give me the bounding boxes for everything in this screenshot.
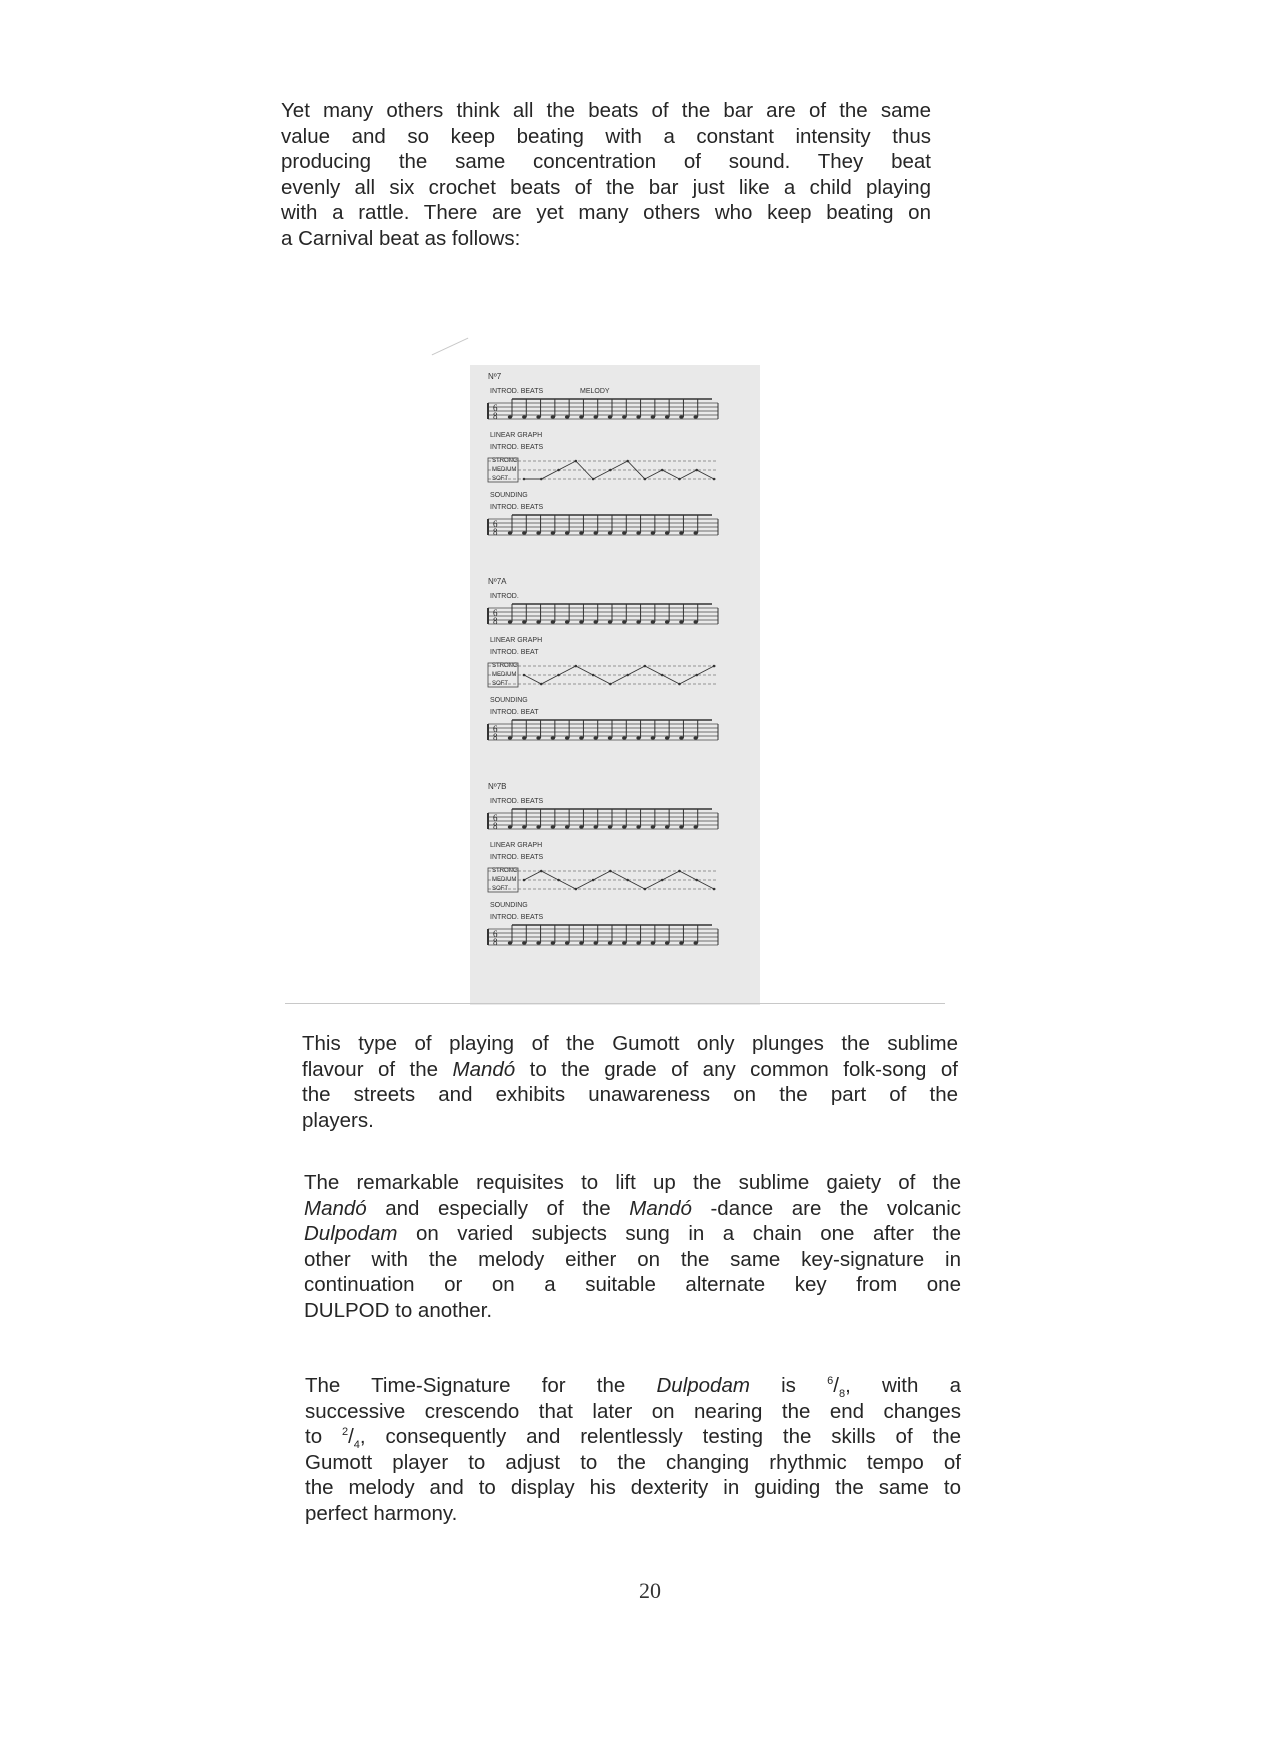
text-run: -dance are the volcanic: [691, 1196, 961, 1220]
note-head: [579, 941, 583, 944]
note-head: [579, 825, 583, 828]
staff: [488, 809, 718, 831]
paragraph-carnival-beat: [281, 98, 931, 251]
note-head: [622, 941, 626, 944]
note-head: [608, 825, 612, 828]
note-head: [551, 825, 555, 828]
note-head: [536, 736, 540, 739]
label-soft: SOFT: [492, 476, 508, 482]
label-medium: MEDIUM: [492, 672, 517, 678]
staff: [488, 515, 718, 537]
note-head: [622, 531, 626, 534]
figure-svg: [470, 365, 760, 1005]
time-signature-denominator: 8: [493, 411, 498, 421]
paragraph-time-signature: [305, 1373, 961, 1526]
time-sig-denominator: 8: [838, 1388, 846, 1401]
note-head: [551, 620, 555, 623]
note-head: [551, 415, 555, 418]
text-line: the streets and exhibits unawareness on the part of the: [302, 1083, 958, 1106]
note-head: [536, 825, 540, 828]
note-head: [551, 531, 555, 534]
text-line: players.: [302, 1108, 374, 1132]
note-head: [565, 531, 569, 534]
note-head: [651, 825, 655, 828]
text-line: a Carnival beat as follows:: [281, 226, 521, 250]
text-line: continuation or on a suitable alternate key from one: [304, 1273, 961, 1296]
note-head: [594, 415, 598, 418]
label-intro-beats: INTROD. BEAT: [490, 709, 539, 716]
note-head: [622, 825, 626, 828]
note-head: [665, 941, 669, 944]
staff: [488, 399, 718, 421]
label-soft: SOFT: [492, 886, 508, 892]
time-signature-numerator: 6: [493, 929, 498, 939]
paragraph-folk-song: [302, 1031, 958, 1133]
note-head: [679, 825, 683, 828]
figure-bottom-rule: [285, 1003, 945, 1004]
note-head: [594, 736, 598, 739]
note-head: [608, 620, 612, 623]
note-head: [579, 415, 583, 418]
text-run: to the grade of any common folk-song of: [515, 1057, 959, 1081]
note-head: [679, 620, 683, 623]
note-head: [522, 415, 526, 418]
time-signature-numerator: 6: [493, 724, 498, 734]
text-run: to: [305, 1425, 342, 1448]
note-head: [579, 736, 583, 739]
note-head: [508, 415, 512, 418]
staff: [488, 720, 718, 742]
note-head: [579, 620, 583, 623]
note-head: [651, 736, 655, 739]
note-head: [679, 736, 683, 739]
note-head: [579, 531, 583, 534]
text-line: The remarkable requisites to lift up the sublime gaiety of the: [304, 1171, 961, 1194]
note-head: [622, 415, 626, 418]
time-signature-denominator: 8: [493, 732, 498, 742]
label-intro-beats: INTROD. BEATS: [490, 504, 544, 511]
note-head: [594, 620, 598, 623]
note-head: [536, 620, 540, 623]
label-soft: SOFT: [492, 681, 508, 687]
example-number: Nº7B: [488, 782, 507, 791]
note-head: [636, 941, 640, 944]
label-sounding: SOUNDING: [490, 697, 528, 704]
text-line: the melody and to display his dexterity in guiding the same to: [305, 1476, 961, 1499]
note-head: [665, 620, 669, 623]
term-mando: Mandó: [304, 1196, 367, 1220]
time-sig-slash: /: [348, 1425, 354, 1448]
note-head: [594, 825, 598, 828]
note-head: [565, 620, 569, 623]
staff: [488, 604, 718, 626]
label-linear-graph: LINEAR GRAPH: [490, 432, 543, 439]
linear-graph: [488, 458, 718, 482]
note-head: [679, 941, 683, 944]
note-head: [508, 736, 512, 739]
time-signature-denominator: 8: [493, 821, 498, 831]
text-run: on varied subjects sung in a chain one after the: [397, 1222, 961, 1245]
note-head: [694, 736, 698, 739]
time-signature-denominator: 8: [493, 937, 498, 947]
note-head: [565, 736, 569, 739]
text-run: , with a: [845, 1374, 961, 1397]
text-line: successive crescendo that later on nearing the end changes: [305, 1399, 961, 1423]
note-head: [679, 415, 683, 418]
text-line: with a rattle. There are yet many others who keep beating on: [281, 201, 931, 224]
label-medium: MEDIUM: [492, 877, 517, 883]
note-head: [636, 531, 640, 534]
example-number: Nº7A: [488, 577, 507, 586]
label-strong: STRONG: [492, 868, 518, 874]
note-head: [522, 825, 526, 828]
note-head: [565, 825, 569, 828]
note-head: [594, 531, 598, 534]
note-head: [508, 531, 512, 534]
note-head: [608, 531, 612, 534]
label-medium: MEDIUM: [492, 467, 517, 473]
note-head: [522, 531, 526, 534]
note-head: [536, 415, 540, 418]
label-melody: MELODY: [580, 388, 610, 395]
label-intro-beats: INTROD. BEATS: [490, 798, 544, 805]
time-signature-numerator: 6: [493, 519, 498, 529]
note-head: [522, 736, 526, 739]
text-run: , consequently and relentlessly testing the skills of the: [359, 1425, 961, 1448]
label-intro-beats: INTROD. BEAT: [490, 649, 539, 656]
text-run: flavour of the: [302, 1057, 453, 1081]
note-head: [651, 941, 655, 944]
note-head: [651, 531, 655, 534]
text-line: producing the same concentration of sound. They beat: [281, 150, 931, 173]
figure-top-rule: [432, 338, 469, 356]
label-sounding: SOUNDING: [490, 902, 528, 909]
time-signature-numerator: 6: [493, 608, 498, 618]
time-signature-denominator: 8: [493, 616, 498, 626]
note-head: [651, 620, 655, 623]
paragraph-requisites: [304, 1170, 961, 1323]
text-line: Gumott player to adjust to the changing rhythmic tempo of: [305, 1450, 961, 1474]
note-head: [551, 736, 555, 739]
note-head: [651, 415, 655, 418]
time-sig-numerator: 2: [341, 1426, 349, 1439]
text-run: and especially of the: [366, 1196, 630, 1220]
text-line: evenly all six crochet beats of the bar just like a child playing: [281, 175, 931, 199]
text-line: DULPOD to another.: [304, 1298, 493, 1322]
note-head: [694, 825, 698, 828]
note-head: [622, 620, 626, 623]
label-linear-graph: LINEAR GRAPH: [490, 842, 543, 849]
time-signature-numerator: 6: [493, 813, 498, 823]
note-head: [665, 415, 669, 418]
time-sig-slash: /: [833, 1374, 839, 1397]
text-line: [305, 1373, 961, 1399]
note-head: [536, 941, 540, 944]
label-intro-beats: INTROD.: [490, 593, 519, 600]
term-mando: Mandó: [452, 1057, 516, 1081]
note-head: [608, 415, 612, 418]
note-head: [565, 941, 569, 944]
text-line: [302, 1057, 958, 1083]
note-head: [694, 415, 698, 418]
note-head: [565, 415, 569, 418]
label-strong: STRONG: [492, 458, 518, 464]
note-head: [694, 531, 698, 534]
label-sounding: SOUNDING: [490, 492, 528, 499]
note-head: [636, 620, 640, 623]
note-head: [665, 825, 669, 828]
label-linear-graph: LINEAR GRAPH: [490, 637, 543, 644]
music-notation-figure: [470, 365, 760, 1005]
linear-graph: [488, 663, 718, 687]
label-strong: STRONG: [492, 663, 518, 669]
staff: [488, 925, 718, 947]
note-head: [636, 825, 640, 828]
note-head: [679, 531, 683, 534]
page-number: 20: [639, 1578, 661, 1603]
note-head: [522, 620, 526, 623]
text-line: This type of playing of the Gumott only plunges the sublime: [302, 1032, 958, 1055]
linear-graph: [488, 868, 718, 892]
label-intro-beats: INTROD. BEATS: [490, 388, 544, 395]
example-number: Nº7: [488, 372, 502, 381]
text-run: is: [749, 1374, 828, 1397]
note-head: [694, 941, 698, 944]
note-head: [608, 736, 612, 739]
label-intro-beats: INTROD. BEATS: [490, 854, 544, 861]
text-line: [305, 1424, 961, 1450]
text-line: value and so keep beating with a constant intensity thus: [281, 124, 931, 148]
note-head: [508, 825, 512, 828]
note-head: [622, 736, 626, 739]
note-head: [636, 736, 640, 739]
term-dulpodam: Dulpodam: [656, 1374, 750, 1397]
label-intro-beats: INTROD. BEATS: [490, 444, 544, 451]
text-line: [304, 1196, 961, 1222]
time-sig-numerator: 6: [827, 1375, 834, 1388]
term-dulpodam: Dulpodam: [304, 1222, 398, 1245]
note-head: [551, 941, 555, 944]
time-signature-denominator: 8: [493, 527, 498, 537]
time-sig-denominator: 4: [353, 1439, 360, 1452]
note-head: [508, 620, 512, 623]
note-head: [665, 531, 669, 534]
term-mando: Mandó: [629, 1196, 692, 1220]
text-line: [304, 1221, 961, 1247]
note-head: [665, 736, 669, 739]
text-line: perfect harmony.: [305, 1501, 458, 1525]
note-head: [536, 531, 540, 534]
note-head: [508, 941, 512, 944]
note-head: [522, 941, 526, 944]
time-signature-numerator: 6: [493, 403, 498, 413]
label-intro-beats: INTROD. BEATS: [490, 914, 544, 921]
note-head: [636, 415, 640, 418]
text-line: Yet many others think all the beats of the bar are of the same: [281, 99, 931, 122]
text-run: The Time-Signature for the: [305, 1374, 657, 1397]
note-head: [608, 941, 612, 944]
text-line: other with the melody either on the same key-signature in: [304, 1247, 961, 1271]
note-head: [694, 620, 698, 623]
note-head: [594, 941, 598, 944]
